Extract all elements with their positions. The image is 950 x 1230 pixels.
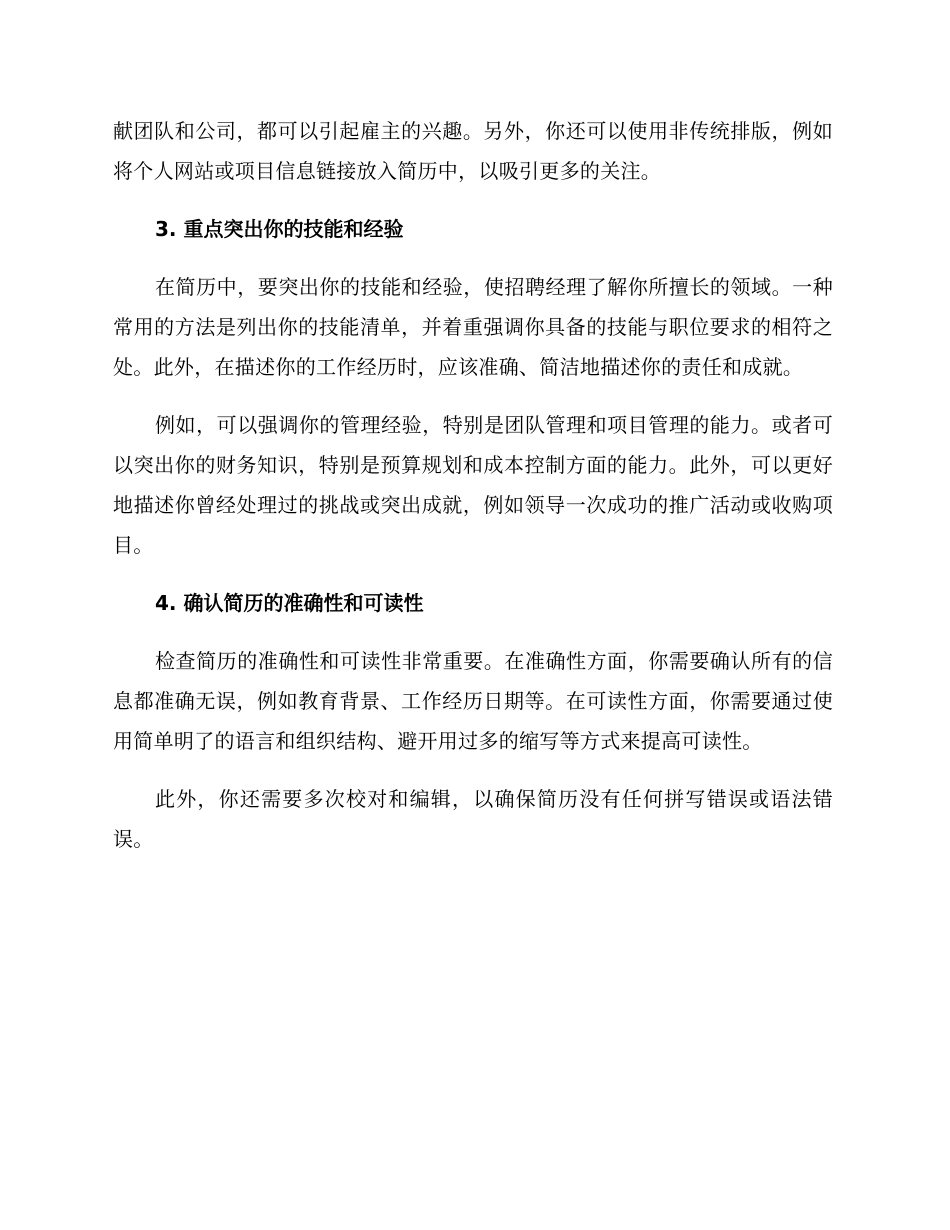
paragraph-accuracy: 检查简历的准确性和可读性非常重要。在准确性方面，你需要确认所有的信息都准确无误，例如教育背景、工作经历日期等。在可读性方面，你需要通过使用简单明了的语言和组织结构、避开用过多的缩写等方式来提高可读性。 — [113, 649, 833, 753]
paragraph-skills: 在简历中，要突出你的技能和经验，使招聘经理了解你所擅长的领域。一种常用的方法是列出你的技能清单，并着重强调你具备的技能与职位要求的相符之处。此外，在描述你的工作经历时，应该准确、简洁地描述你的责任和成就。 — [113, 275, 833, 379]
document-body — [113, 111, 833, 859]
paragraph-examples: 例如，可以强调你的管理经验，特别是团队管理和项目管理的能力。或者可以突出你的财务知识，特别是预算规划和成本控制方面的能力。此外，可以更好地描述你曾经处理过的挑战或突出成就，例如领导一次成功的推广活动或收购项目。 — [113, 413, 833, 557]
paragraph-proofreading: 此外，你还需要多次校对和编辑，以确保简历没有任何拼写错误或语法错误。 — [113, 787, 833, 851]
paragraph-continuation: 献团队和公司，都可以引起雇主的兴趣。另外，你还可以使用非传统排版，例如将个人网站或项目信息链接放入简历中，以吸引更多的关注。 — [113, 119, 833, 183]
section-heading-3: 3. 重点突出你的技能和经验 — [155, 217, 404, 241]
section-heading-4: 4. 确认简历的准确性和可读性 — [155, 591, 424, 615]
